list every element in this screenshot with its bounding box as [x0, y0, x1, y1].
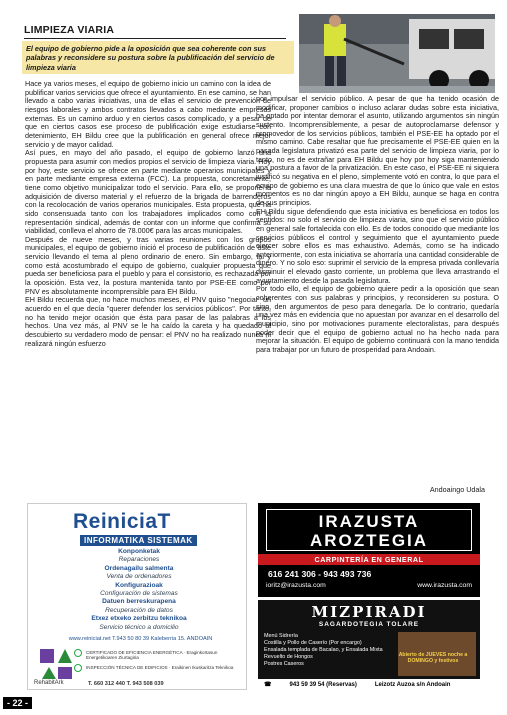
article-signature: Andoaingo Udala [429, 485, 485, 494]
paragraph: EH Bildu sigue defendiendo que esta iniciativa es beneficiosa en todos los sentidos: no solo el servicio de limpieza viaria, sino que el servicio público en general sale fortalecida con ello. Es de todos conocido que mediante los servicios públicos el control y seguimiento que el ayuntamiento puede ejercer sobre ellos es mas exhaustivo. Además, como se ha indicado anteriormente, con esta iniciativa se ahorraría una cantidad considerable de dinero. Y no solo eso: suprimir el servicio de la empresa privada conllevaría disminuir el elevado gasto corriente, un problema que lleva arrastrando el ayuntamiento desde la pasada legislatura. [256, 206, 499, 285]
section-title: LIMPIEZA VIARIA [24, 24, 286, 39]
mizpiradi-subtitle: SAGARDOTEGIA TOLARE [318, 621, 420, 628]
service-item: Konfigurazioak [115, 581, 163, 589]
reiniciat-logo: ReiniciaT [73, 510, 171, 533]
paragraph: Así pues, en mayo del año pasado, el equipo de gobierno lanzó una propuesta para asumir con medios propios el servicio de limpieza viaria. Hoy por hoy, este servicio se ofrece en parte mediante operarios municipales y en parte mediante empresa externa (FCC). La propuesta, concretamente, tiene como objetivo municipalizar todo el servicio. Para ello, se propone la adquisición de diverso material y el refuerzo de la brigada de barrenderos con la recolocación de varios operarios municipales. Esta propuesta, que ha sido consensuada tanto con los trabajadores implicados como con la representación sindical, además de contar con un informe que confirma su viabilidad, conlleva el ahorro de 78.000€ para las arcas municipales. [25, 148, 271, 236]
paragraph: EH Bildu recuerda que, no hace muchos meses, el PNV quiso "negociar" un acuerdo en el que decía "querer defender los servicios públicos". Por tanto, no ha tenido mejor ocasión que ésta para pasar de las palabras a los hechos. Una vez más, al PNV se le ha caído la careta y ha quedado al descubierto su verdadero modo de pensar: el PNV no ha realizado nunca ni realizará ningún esfuerzo [25, 295, 271, 348]
service-item: Konponketak [118, 548, 160, 555]
cert-energy: CERTIFICADO DE EFICIENCIA ENERGÉTICA · Eraginkortasun Energetikoaren Ziurtagiria [86, 650, 218, 660]
service-item: Servicio técnico a domicilio [99, 623, 179, 631]
service-item: Reparaciones [118, 556, 160, 564]
service-item: Etxez etxeko zerbitzu teknikoa [91, 615, 187, 623]
reiniciat-contact: www.reiniciat.net T.943 50 80 39 Kaleberria 15. ANDOAIN [68, 636, 213, 642]
menu-item: Menú Sidrería [264, 633, 298, 639]
inspection-icon [74, 664, 82, 672]
service-item: Datuen berreskurapena [102, 598, 176, 606]
irazusta-service: CARPINTERÍA EN GENERAL [258, 554, 480, 565]
irazusta-ad [258, 503, 480, 597]
irazusta-phones: 616 241 306 - 943 493 736 [268, 569, 372, 579]
menu-item: Ensalada templada de Bacalao, y Ensalada Mixta [264, 646, 383, 653]
paragraph: Hace ya varios meses, el equipo de gobierno inicio un camino con la idea de publificar varios servicios que ofrece el ayuntamiento. En ese camino, se han llevado a cabo varias iniciativas, una de ellas el servicio de prevención de riesgos laborales y ambos contratos llevados a cabo mediante empresas externas. Es un camino arduo y en ciertos casos complicado, y a pesar de que en ciertos casos ese proceso de publificación exige estudiarse con detenimiento, EH Bildu cree que la publificación en general ofrece mejor servicio y de mayor calidad. [25, 79, 271, 149]
mizpiradi-name: MIZPIRADI [311, 603, 427, 621]
service-item: Recuperación de datos [105, 606, 173, 614]
mizpiradi-opening: Abierto de JUEVES noche a DOMINGO y festivos [398, 652, 468, 664]
mizpiradi-footer [258, 679, 480, 690]
article-lead: El equipo de gobierno pide a la oposición que sea coherente con sus palabras y reconsidere su postura sobre la publificación del servicio de limpieza viaria [22, 41, 294, 74]
paragraph: por impulsar el servicio público. A pesar de que ha tenido ocasión de modificar, proponer cambios o incluso aclarar dudas sobre esta iniciativa, ha optado por intentar demorar el asunto, utilizando argumentos sin ningún sustento. Incomprensiblemente, a pesar de autoproclamarse defensor y promovedor de los servicios públicos, también el PSE-EE ha optado por el mismo camino. Cabe resaltar que fue precisamente el PSE-EE quien en la pasada legislatura privatizó esa parte del servicio de limpieza viaria, por lo tanto, no es de extrañar para EH Bildu que hoy por hoy siga manteniendo una postura a favor de la privatización. En este caso, el PSE-EE ni siquiera justificó su negativa en el pleno, simplemente votó en contra, lo que para el equipo de gobierno es una clara muestra de que lo único que vale en estos momentos es no dar ningún apoyo a EH Bildu, aunque se haga en contra de sus principios. [256, 94, 499, 207]
reiniciat-subtitle: INFORMATIKA SISTEMAK [80, 535, 197, 546]
certificate-icon [74, 649, 82, 657]
mizpiradi-menu [264, 633, 399, 668]
menu-item: Costilla y Pollo de Caserío (Por encargo) [264, 639, 362, 646]
irazusta-subname: AROZTEGIA [309, 531, 429, 550]
mizpiradi-address: Leizotz Auzoa s/n Andoain [374, 681, 451, 688]
menu-item: Revuelto de Hongos [264, 653, 313, 660]
rehabitark-name: RehabitArk [34, 680, 64, 686]
service-item: Venta de ordenadores [106, 573, 172, 581]
cert-inspection: INSPECCIÓN TÉCNICA DE EDIFICIOS · Eraikinen Ikuskaritza Teknikoa [86, 665, 234, 670]
rehabitark-phones: T. 660 312 440 T. 943 508 039 [88, 681, 164, 687]
paragraph: Después de nueve meses, y tras varias reuniones con los grupos municipales, el equipo de gobierno inició el proceso de publificación de este servicio llevando el tema al pleno ordinario de enero. Sin embargo, tal y como está acostumbrado el equipo de gobierno, cualquier propuesta que pueda ser beneficiosa para el pueblo y para el consistorio, es rechazada por la oposición. Esta vez, la postura mantenida tanto por PSE-EE como por PNV es absolutamente incomprensible para EH Bildu. [25, 234, 271, 296]
menu-item: Postres Caseros [264, 660, 304, 667]
reiniciat-services [48, 548, 230, 632]
reiniciat-ad [27, 503, 247, 690]
article-column-1 [25, 80, 271, 348]
mizpiradi-ad [258, 600, 480, 690]
street-cleaning-photo [299, 14, 495, 93]
irazusta-name: IRAZUSTA [318, 512, 420, 531]
paragraph: Por todo ello, el equipo de gobierno quiere pedir a la oposición que sean coherentes con sus palabras y principios, y reconsideren su postura. O sino, den argumentos de peso para denegarla. De lo contrario, quedaría una vez más en evidencia que no apuestan por avanzar en el desarrollo del municipio, sino por motivaciones puramente electoralistas, para después poder decir que el equipo de gobierno actual no ha hecho nada para mejorar la situación. El equipo de gobierno continuará con la mano tendida para trabajar por un futuro de prosperidad para Andoain. [256, 284, 499, 355]
irazusta-email: ioritz@irazusta.com [266, 582, 326, 589]
service-item: Configuración de sistemas [100, 590, 178, 598]
service-item: Ordenagailu salmenta [104, 564, 174, 572]
irazusta-web: www.irazusta.com [417, 582, 472, 589]
irazusta-contact [266, 582, 472, 589]
irazusta-logo [266, 509, 472, 551]
phone-icon: ☎ [264, 682, 272, 688]
mizpiradi-phone: 943 59 39 54 (Reservas) [289, 681, 357, 688]
page-number: - 22 - [3, 697, 32, 709]
article-column-2 [256, 95, 499, 355]
